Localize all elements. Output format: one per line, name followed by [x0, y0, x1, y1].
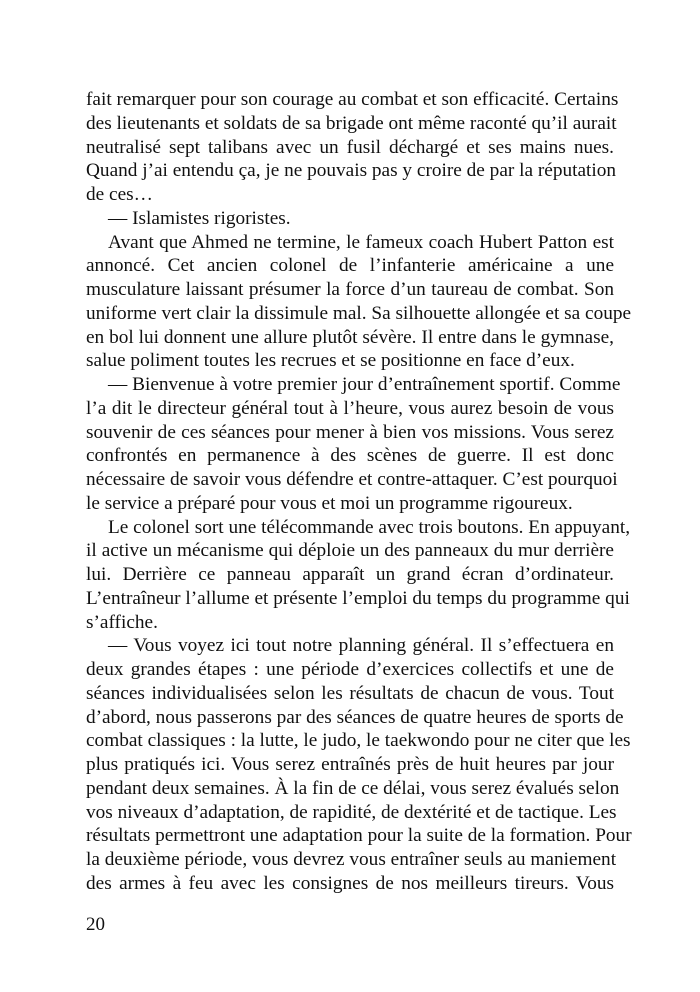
text-line: résultats permettront une adaptation pour la suite de la formation. Pour: [86, 825, 632, 847]
text-line: souvenir de ces séances pour mener à bien vos missions. Vous serez: [86, 421, 614, 443]
text-line: en bol lui donnent une allure plutôt sévère. Il entre dans le gymnase,: [86, 326, 614, 348]
text-line: — Islamistes rigoristes.: [108, 207, 291, 229]
text-line: des lieutenants et soldats de sa brigade ont même raconté qu’il aurait: [86, 112, 617, 134]
text-line: nécessaire de savoir vous défendre et contre-attaquer. C’est pourquoi: [86, 469, 618, 490]
text-line: il active un mécanisme qui déploie un des panneaux du mur derrière: [86, 540, 614, 562]
page-body-text: [86, 88, 632, 896]
text-line: s’affiche.: [86, 611, 158, 633]
text-line: deux grandes étapes : une période d’exercices collectifs et une de: [86, 659, 614, 680]
text-line: pendant deux semaines. À la fin de ce délai, vous serez évalués selon: [86, 777, 620, 799]
text-line: salue poliment toutes les recrues et se positionne en face d’eux.: [86, 350, 575, 372]
text-line: plus pratiqués ici. Vous serez entraînés près de huit heures par jour: [86, 754, 614, 775]
text-line: combat classiques : la lutte, le judo, le taekwondo pour ne citer que les: [86, 730, 631, 752]
text-line: uniforme vert clair la dissimule mal. Sa silhouette allongée et sa coupe: [86, 302, 632, 324]
text-line: vos niveaux d’adaptation, de rapidité, de dextérité et de tactique. Les: [86, 801, 617, 823]
page-number: 20: [86, 914, 105, 935]
text-line: fait remarquer pour son courage au combat et son efficacité. Certains: [86, 89, 619, 110]
text-line: séances individualisées selon les résultats de chacun de vous. Tout: [86, 682, 614, 704]
text-line: — Bienvenue à votre premier jour d’entraînement sportif. Comme: [108, 374, 621, 395]
text-line: musculature laissant présumer la force d’un taureau de combat. Son: [86, 279, 614, 300]
text-line: des armes à feu avec les consignes de nos meilleurs tireurs. Vous: [86, 872, 614, 894]
text-line: annoncé. Cet ancien colonel de l’infanterie américaine a une: [86, 255, 614, 277]
text-line: lui. Derrière ce panneau apparaît un grand écran d’ordinateur.: [86, 564, 614, 585]
text-line: Quand j’ai entendu ça, je ne pouvais pas y croire de par la réputation: [86, 160, 617, 182]
text-line: la deuxième période, vous devrez vous entraîner seuls au maniement: [86, 849, 617, 870]
text-line: l’a dit le directeur général tout à l’heure, vous aurez besoin de vous: [86, 397, 614, 419]
text-line: le service a préparé pour vous et moi un programme rigoureux.: [86, 492, 573, 514]
text-line: Le colonel sort une télécommande avec trois boutons. En appuyant,: [108, 516, 631, 538]
text-line: Avant que Ahmed ne termine, le fameux coach Hubert Patton est: [108, 231, 614, 253]
text-line: de ces…: [86, 184, 153, 205]
text-line: — Vous voyez ici tout notre planning général. Il s’effectuera en: [108, 635, 614, 657]
text-line: confrontés en permanence à des scènes de guerre. Il est donc: [86, 445, 614, 467]
text-line: L’entraîneur l’allume et présente l’emploi du temps du programme qui: [86, 587, 630, 609]
text-line: d’abord, nous passerons par des séances de quatre heures de sports de: [86, 706, 624, 728]
text-line: neutralisé sept talibans avec un fusil déchargé et ses mains nues.: [86, 136, 614, 158]
